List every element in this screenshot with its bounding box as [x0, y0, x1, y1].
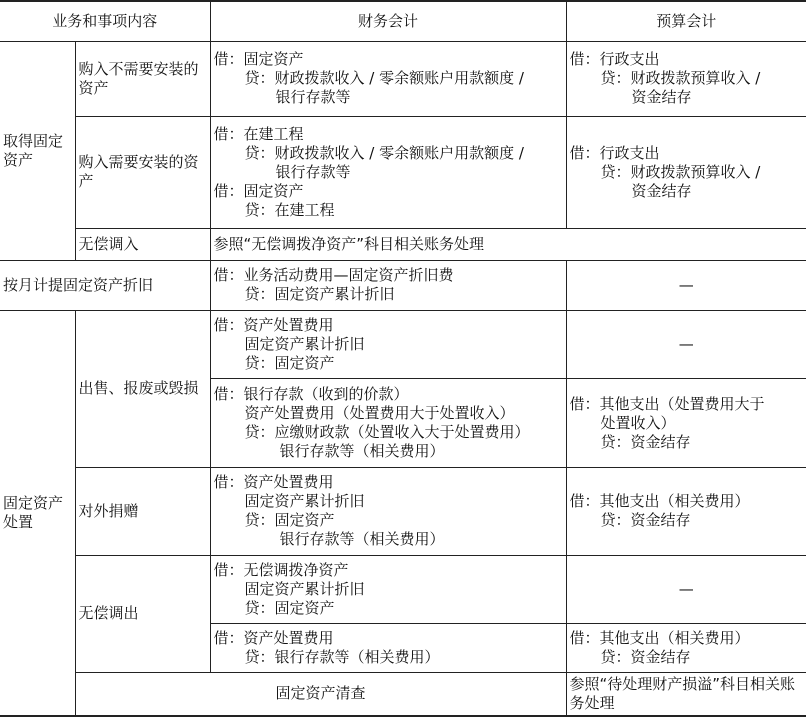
item-label: 购入需要安装的资产: [75, 117, 210, 229]
reference-text: 参照“待处理财产损溢”科目相关账务处理: [566, 672, 806, 716]
item-label: 出售、报废或毁损: [75, 310, 210, 467]
budget-entry: 借：其他支出（相关费用） 贷：资金结存: [566, 624, 806, 672]
item-label: 购入不需要安装的资产: [75, 41, 210, 116]
budget-entry-none: —: [566, 310, 806, 378]
financial-entry: 借：固定资产 贷：财政拨款收入 / 零余额账户用款额度 / 银行存款等: [210, 41, 566, 116]
group-disposal: 固定资产处置: [0, 310, 75, 716]
item-label: 无偿调出: [75, 556, 210, 673]
financial-entry: 借：资产处置费用 固定资产累计折旧 贷：固定资产: [210, 310, 566, 378]
financial-entry: 借：银行存款（收到的价款） 资产处置费用（处置费用大于处置收入） 贷：应缴财政款（处置收入大于处置费用） 银行存款等（相关费用）: [210, 379, 566, 467]
table-row: [0, 117, 806, 229]
budget-entry: 借：其他支出（处置费用大于 处置收入） 贷：资金结存: [566, 379, 806, 467]
group-acquire: 取得固定资产: [0, 41, 75, 260]
header-budget-accounting: 预算会计: [566, 1, 806, 41]
budget-entry-none: —: [566, 556, 806, 624]
table-row: [0, 260, 806, 310]
item-label: 固定资产清查: [75, 672, 566, 716]
financial-entry: 借：业务活动费用—固定资产折旧费 贷：固定资产累计折旧: [210, 260, 566, 310]
budget-entry: 借：其他支出（相关费用） 贷：资金结存: [566, 467, 806, 555]
financial-entry: 借：资产处置费用 贷：银行存款等（相关费用）: [210, 624, 566, 672]
table-row: [0, 310, 806, 378]
table-row: [0, 672, 806, 716]
header-business-items: 业务和事项内容: [0, 1, 210, 41]
header-row: [0, 1, 806, 41]
item-label: 按月计提固定资产折旧: [0, 260, 210, 310]
header-financial-accounting: 财务会计: [210, 1, 566, 41]
budget-entry: 借：行政支出 贷：财政拨款预算收入 / 资金结存: [566, 117, 806, 229]
table-row: [0, 228, 806, 260]
financial-entry: 借：资产处置费用 固定资产累计折旧 贷：固定资产 银行存款等（相关费用）: [210, 467, 566, 555]
budget-entry-none: —: [566, 260, 806, 310]
financial-entry: 借：在建工程 贷：财政拨款收入 / 零余额账户用款额度 / 银行存款等 借：固定资产 贷：在建工程: [210, 117, 566, 229]
financial-entry: 借：无偿调拨净资产 固定资产累计折旧 贷：固定资产: [210, 556, 566, 624]
table-row: [0, 556, 806, 624]
item-label: 无偿调入: [75, 228, 210, 260]
budget-entry: 借：行政支出 贷：财政拨款预算收入 / 资金结存: [566, 41, 806, 116]
table-row: [0, 467, 806, 555]
reference-text: 参照“无偿调拨净资产”科目相关账务处理: [210, 228, 806, 260]
table-row: [0, 41, 806, 116]
item-label: 对外捐赠: [75, 467, 210, 555]
